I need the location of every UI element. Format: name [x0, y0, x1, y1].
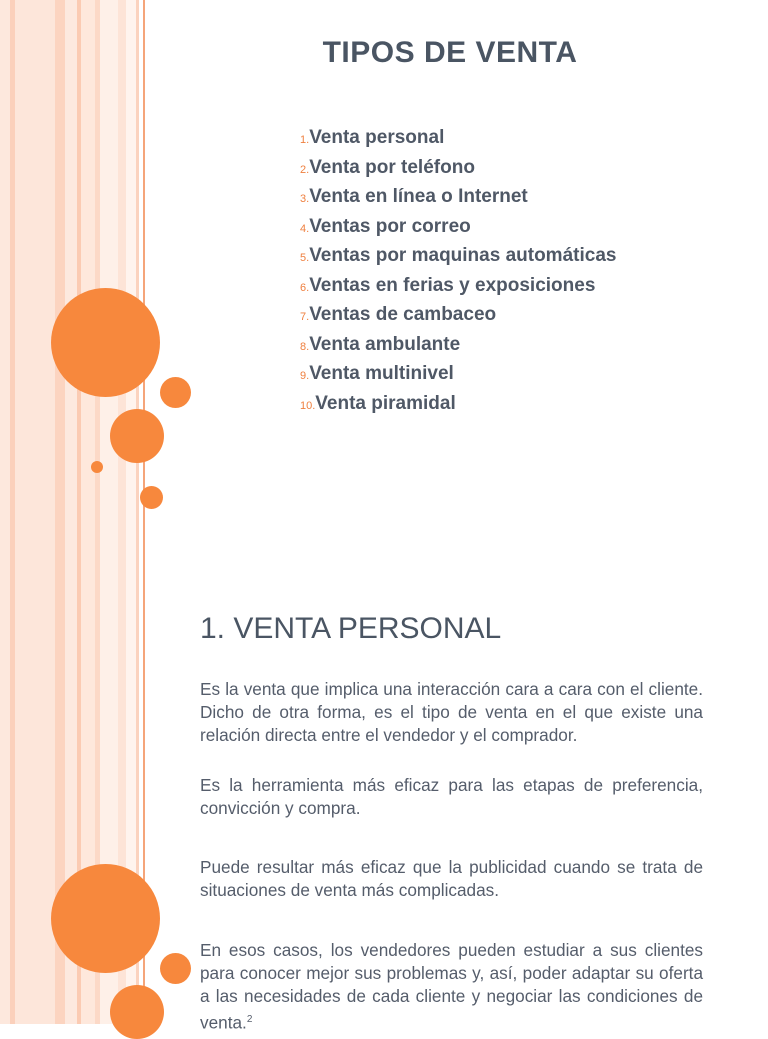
list-item-label: Ventas en ferias y exposiciones	[309, 274, 596, 296]
footnote-marker: 2	[246, 1014, 253, 1025]
list-item-label: Venta ambulante	[309, 333, 461, 355]
body-paragraph: Es la herramienta más eficaz para las etapas de preferencia, convicción y compra.	[200, 775, 703, 818]
list-item-number: 3.	[300, 193, 310, 205]
decorative-circle-medium	[110, 409, 164, 463]
list-item-number: 10.	[300, 399, 316, 412]
paragraph-text: En esos casos, los vendedores pueden estudiar a sus clientes para conocer mejor sus problemas y, así, poder adaptar su oferta a las necesidades de cada cliente y negociar las condiciones de venta.	[200, 940, 703, 1033]
list-item-number: 1.	[300, 134, 310, 146]
section-title: 1. VENTA PERSONAL	[200, 612, 502, 645]
list-item-label: Venta en línea o Internet	[309, 186, 528, 207]
list-item-number: 9.	[300, 370, 310, 382]
decorative-circle-small	[160, 953, 191, 984]
decorative-circle-medium	[110, 985, 164, 1039]
body-paragraph: Es la venta que implica una interacción cara a cara con el cliente. Dicho de otra forma, es el tipo de venta en el que existe una relación directa entre el vendedor y el comprador.	[200, 679, 703, 745]
list-item-label: Venta por teléfono	[309, 156, 475, 178]
list-item	[300, 304, 616, 334]
list-item-number: 4.	[300, 222, 310, 235]
list-item	[300, 245, 616, 275]
decorative-circle-small	[160, 377, 191, 408]
list-item-label: Ventas de cambaceo	[309, 304, 497, 325]
list-item	[300, 186, 616, 216]
list-item-label: Venta personal	[309, 127, 445, 148]
decorative-circle-small	[140, 486, 163, 509]
list-item	[300, 334, 616, 364]
decorative-circle-large	[51, 288, 160, 397]
body-paragraph	[200, 939, 703, 1035]
slide-title: TIPOS DE VENTA	[322, 36, 578, 69]
list-item-number: 2.	[300, 163, 310, 176]
list-item-number: 6.	[300, 281, 310, 294]
list-item-number: 5.	[300, 252, 310, 264]
list-item-number: 7.	[300, 311, 310, 323]
list-item	[300, 216, 616, 246]
sales-types-list	[300, 127, 616, 422]
list-item	[300, 127, 616, 157]
decorative-circle-tiny	[91, 461, 103, 473]
list-item-label: Venta piramidal	[315, 392, 456, 414]
list-item	[300, 157, 616, 187]
list-item	[300, 393, 616, 423]
list-item-label: Ventas por maquinas automáticas	[309, 245, 617, 266]
list-item-number: 8.	[300, 340, 310, 353]
list-item	[300, 275, 616, 305]
list-item-label: Ventas por correo	[309, 215, 471, 237]
body-paragraph: Puede resultar más eficaz que la publicidad cuando se trata de situaciones de venta más complicadas.	[200, 857, 703, 900]
list-item	[300, 363, 616, 393]
decorative-circle-large	[51, 864, 160, 973]
list-item-label: Venta multinivel	[309, 363, 454, 384]
